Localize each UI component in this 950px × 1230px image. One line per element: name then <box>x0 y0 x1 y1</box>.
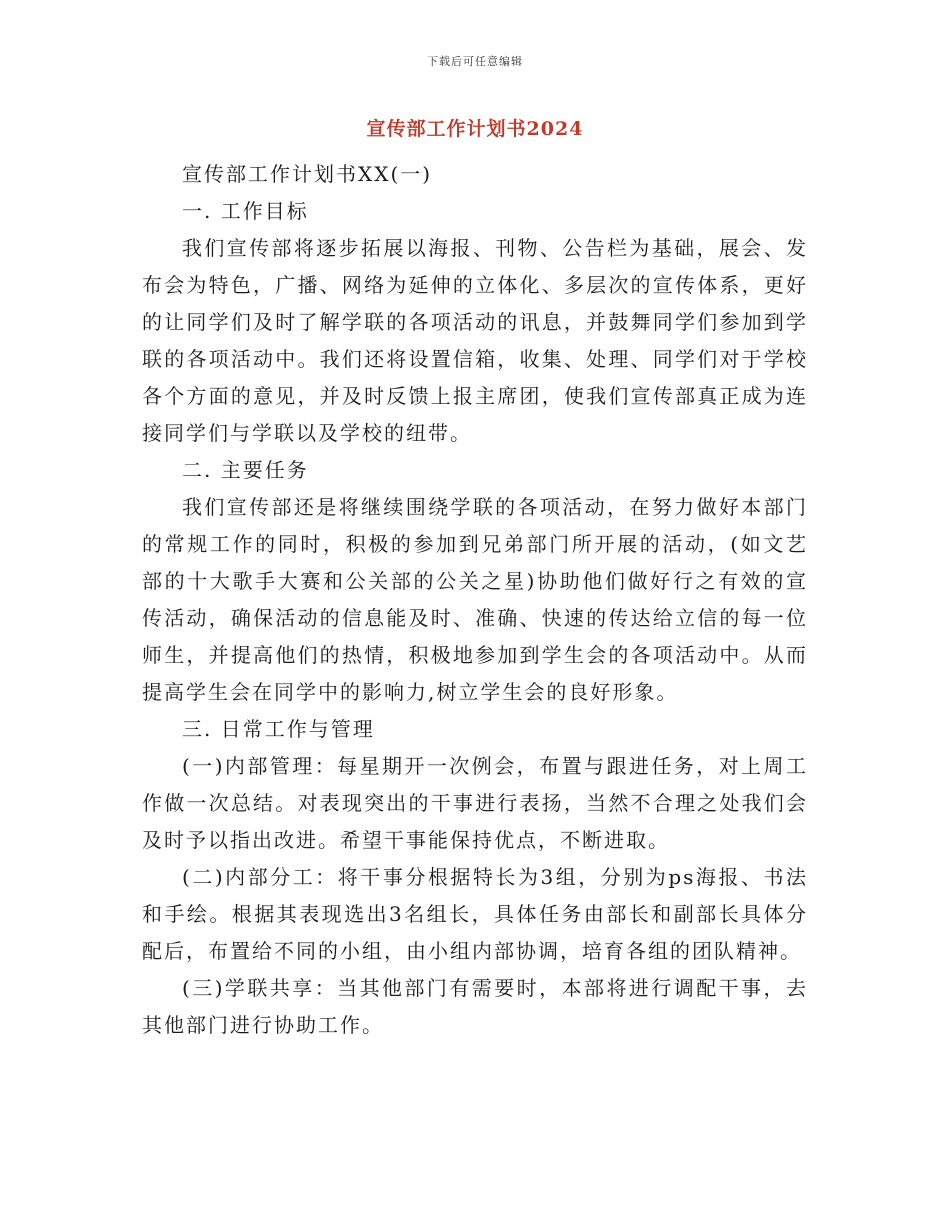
document-body <box>142 156 808 1044</box>
paragraph-internal-management: (一)内部管理：每星期开一次例会，布置与跟进任务，对上周工作做一次总结。对表现突出的干事进行表扬，当然不合理之处我们会及时予以指出改进。希望干事能保持优点，不断进取。 <box>142 754 808 852</box>
header-note: 下载后可任意编辑 <box>427 55 523 68</box>
document-title: 宣传部工作计划书2024 <box>366 118 584 140</box>
section-heading-daily-management: 三. 日常工作与管理 <box>182 717 375 741</box>
paragraph-union-sharing: (三)学联共享：当其他部门有需要时，本部将进行调配干事，去其他部门进行协助工作。 <box>142 976 808 1037</box>
paragraph-internal-division: (二)内部分工：将干事分根据特长为3组，分别为ps海报、书法和手绘。根据其表现选出3名组长，具体任务由部长和副部长具体分配后，布置给不同的小组，由小组内部协调，培育各组的团队精神。 <box>142 865 808 963</box>
paragraph-tasks: 我们宣传部还是将继续围绕学联的各项活动，在努力做好本部门的常规工作的同时，积极的参加到兄弟部门所开展的活动，(如文艺部的十大歌手大赛和公关部的公关之星)协助他们做好行之有效的宣传活动，确保活动的信息能及时、准确、快速的传达给立信的每一位师生，并提高他们的热情，积极地参加到学生会的各项活动中。从而提高学生会在同学中的影响力,树立学生会的良好形象。 <box>142 495 808 704</box>
section-heading-goals: 一. 工作目标 <box>182 199 309 223</box>
section-heading-tasks: 二. 主要任务 <box>182 458 309 482</box>
section-heading-plan: 宣传部工作计划书XX(一) <box>182 162 433 186</box>
paragraph-goals: 我们宣传部将逐步拓展以海报、刊物、公告栏为基础，展会、发布会为特色，广播、网络为延伸的立体化、多层次的宣传体系，更好的让同学们及时了解学联的各项活动的讯息，并鼓舞同学们参加到学联的各项活动中。我们还将设置信箱，收集、处理、同学们对于学校各个方面的意见，并及时反馈上报主席团，使我们宣传部真正成为连接同学们与学联以及学校的纽带。 <box>142 236 808 445</box>
